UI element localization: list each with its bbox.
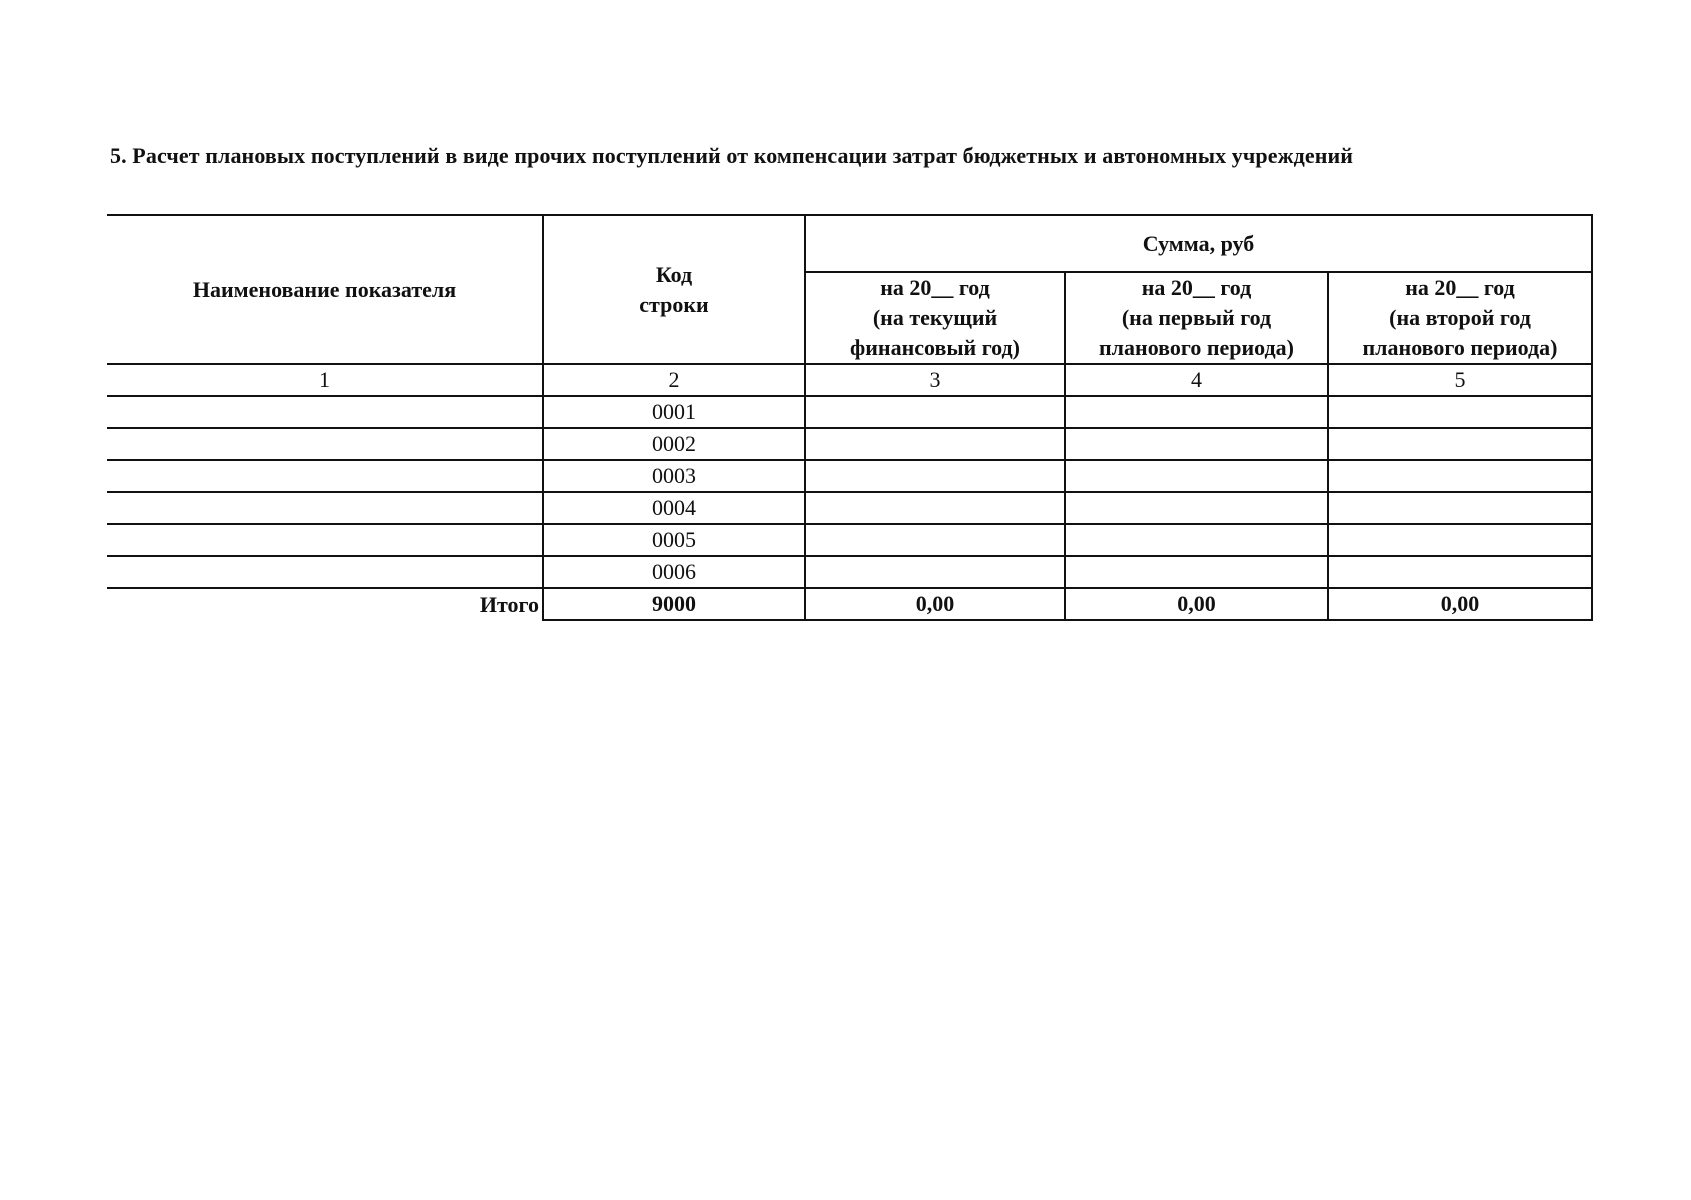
indicator-name-cell[interactable] <box>107 492 543 524</box>
row-code-cell: 0004 <box>543 492 805 524</box>
amount-second-plan-year-cell[interactable] <box>1328 492 1592 524</box>
year-second-line2: (на второй год <box>1389 305 1531 330</box>
year-current-line2: (на текущий <box>872 305 998 330</box>
header-year-current <box>805 272 1065 364</box>
amount-second-plan-year-cell[interactable] <box>1328 396 1592 428</box>
row-code-cell: 0002 <box>543 428 805 460</box>
amount-second-plan-year-cell[interactable] <box>1328 428 1592 460</box>
column-number-row <box>107 364 1592 396</box>
revenue-calculation-table <box>107 214 1593 621</box>
amount-first-plan-year-cell[interactable] <box>1065 428 1328 460</box>
amount-first-plan-year-cell[interactable] <box>1065 524 1328 556</box>
header-sum-label: Сумма, руб <box>1142 230 1255 256</box>
indicator-name-cell[interactable] <box>107 524 543 556</box>
indicator-name-cell[interactable] <box>107 428 543 460</box>
column-number-2: 2 <box>543 364 805 396</box>
year-first-line3: планового периода) <box>1099 335 1294 360</box>
total-row <box>107 588 1592 620</box>
year-first-line1: на 20__ год <box>1141 275 1252 300</box>
amount-second-plan-year-cell[interactable] <box>1328 556 1592 588</box>
indicator-name-cell[interactable] <box>107 396 543 428</box>
column-number-5: 5 <box>1328 364 1592 396</box>
row-code-cell: 0001 <box>543 396 805 428</box>
amount-current-year-cell[interactable] <box>805 460 1065 492</box>
header-code-label-line1: Код <box>655 261 693 287</box>
total-label: Итого <box>107 588 543 620</box>
table-row <box>107 556 1592 588</box>
year-current-line1: на 20__ год <box>880 275 990 300</box>
table-row <box>107 492 1592 524</box>
header-code-column <box>543 215 805 364</box>
amount-first-plan-year-cell[interactable] <box>1065 556 1328 588</box>
total-first-plan-year: 0,00 <box>1065 588 1328 620</box>
indicator-name-cell[interactable] <box>107 460 543 492</box>
header-year-first-plan <box>1065 272 1328 364</box>
amount-current-year-cell[interactable] <box>805 428 1065 460</box>
total-code: 9000 <box>543 588 805 620</box>
amount-first-plan-year-cell[interactable] <box>1065 492 1328 524</box>
table-row <box>107 460 1592 492</box>
indicator-name-cell[interactable] <box>107 556 543 588</box>
amount-current-year-cell[interactable] <box>805 396 1065 428</box>
column-number-3: 3 <box>805 364 1065 396</box>
row-code-cell: 0003 <box>543 460 805 492</box>
year-current-line3: финансовый год) <box>850 335 1020 360</box>
total-second-plan-year: 0,00 <box>1328 588 1592 620</box>
table-row <box>107 396 1592 428</box>
amount-current-year-cell[interactable] <box>805 492 1065 524</box>
column-number-1: 1 <box>107 364 543 396</box>
section-title: 5. Расчет плановых поступлений в виде прочих поступлений от компенсации затрат бюджетных и автономных учреждений <box>110 143 1354 168</box>
year-second-line1: на 20__ год <box>1405 275 1515 300</box>
header-name-label: Наименование показателя <box>192 276 457 302</box>
row-code-cell: 0006 <box>543 556 805 588</box>
row-code-cell: 0005 <box>543 524 805 556</box>
amount-second-plan-year-cell[interactable] <box>1328 524 1592 556</box>
header-code-label-line2: строки <box>639 291 709 317</box>
header-year-second-plan <box>1328 272 1592 364</box>
header-sum-group <box>805 215 1592 272</box>
total-current-year: 0,00 <box>805 588 1065 620</box>
header-row-top <box>107 215 1592 272</box>
amount-first-plan-year-cell[interactable] <box>1065 396 1328 428</box>
year-second-line3: планового периода) <box>1362 335 1558 360</box>
amount-current-year-cell[interactable] <box>805 524 1065 556</box>
amount-first-plan-year-cell[interactable] <box>1065 460 1328 492</box>
table-row <box>107 428 1592 460</box>
amount-second-plan-year-cell[interactable] <box>1328 460 1592 492</box>
table-row <box>107 524 1592 556</box>
header-name-column <box>107 215 543 364</box>
column-number-4: 4 <box>1065 364 1328 396</box>
amount-current-year-cell[interactable] <box>805 556 1065 588</box>
year-first-line2: (на первый год <box>1121 305 1272 330</box>
